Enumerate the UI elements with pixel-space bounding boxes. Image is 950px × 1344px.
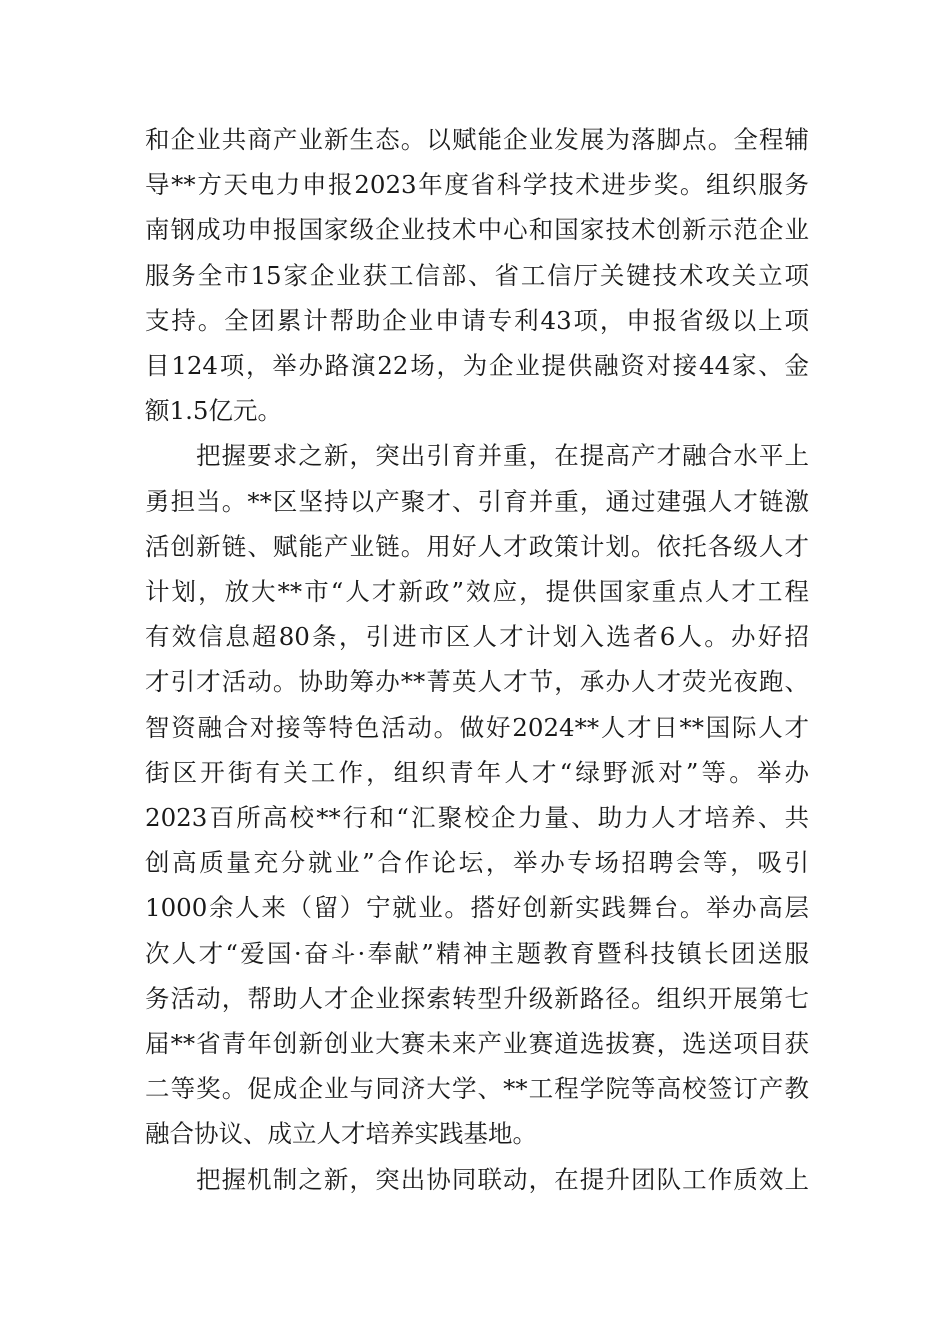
text-line: 智资融合对接等特色活动。做好2024**人才日**国际人才	[145, 712, 809, 742]
text-line: 二等奖。促成企业与同济大学、**工程学院等高校签订产教	[145, 1074, 809, 1104]
text-line: 活创新链、赋能产业链。用好人才政策计划。依托各级人才	[145, 531, 809, 561]
text-line: 和企业共商产业新生态。以赋能企业发展为落脚点。全程辅	[145, 125, 809, 154]
text-line: 才引才活动。协助筹办**菁英人才节，承办人才荧光夜跑、	[145, 667, 809, 697]
document-page	[145, 117, 809, 1202]
text-line: 额1.5亿元。	[145, 396, 282, 426]
text-line: 务活动，帮助人才企业探索转型升级新路径。组织开展第七	[145, 983, 809, 1013]
text-line: 次人才“爱国·奋斗·奉献”精神主题教育暨科技镇长团送服	[145, 938, 809, 968]
text-line: 2023百所高校**行和“汇聚校企力量、助力人才培养、共	[145, 803, 809, 833]
paragraph-talent-introduction	[145, 433, 809, 1156]
text-line: 计划，放大**市“人才新政”效应，提供国家重点人才工程	[145, 577, 809, 607]
text-line: 勇担当。**区坚持以产聚才、引育并重，通过建强人才链激	[145, 486, 809, 516]
text-line: 导**方天电力申报2023年度省科学技术进步奖。组织服务	[145, 170, 809, 200]
text-line: 把握要求之新，突出引育并重，在提高产才融合水平上	[196, 441, 809, 471]
paragraph-enterprise-services	[145, 117, 809, 433]
text-line: 1000余人来（留）宁就业。搭好创新实践舞台。举办高层	[145, 893, 809, 923]
text-line: 服务全市15家企业获工信部、省工信厅关键技术攻关立项	[145, 260, 809, 290]
text-line: 有效信息超80条，引进市区人才计划入选者6人。办好招	[145, 622, 809, 652]
text-line: 融合协议、成立人才培养实践基地。	[145, 1119, 537, 1149]
text-line: 届**省青年创新创业大赛未来产业赛道选拔赛，选送项目获	[145, 1029, 809, 1059]
text-line: 目124项，举办路演22场，为企业提供融资对接44家、金	[145, 351, 809, 381]
text-line: 把握机制之新，突出协同联动，在提升团队工作质效上	[196, 1164, 809, 1194]
paragraph-coordination-mechanism	[145, 1157, 809, 1202]
text-line: 南钢成功申报国家级企业技术中心和国家技术创新示范企业	[145, 215, 809, 245]
text-line: 支持。全团累计帮助企业申请专利43项，申报省级以上项	[145, 305, 809, 335]
text-line: 创高质量充分就业”合作论坛，举办专场招聘会等，吸引	[145, 848, 809, 878]
text-line: 街区开街有关工作，组织青年人才“绿野派对”等。举办	[145, 757, 809, 787]
